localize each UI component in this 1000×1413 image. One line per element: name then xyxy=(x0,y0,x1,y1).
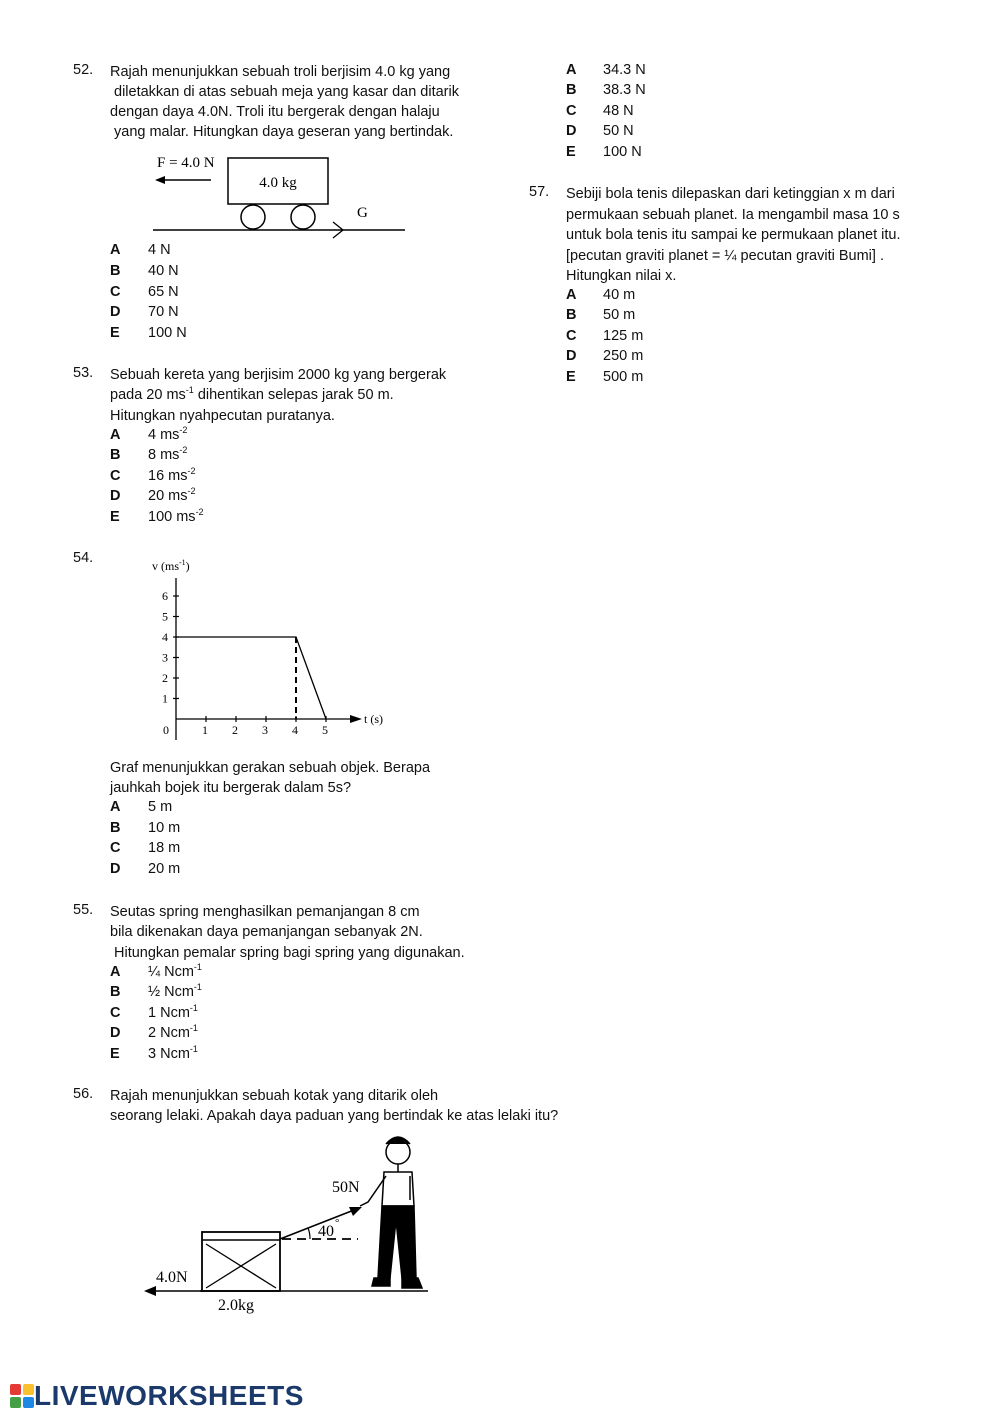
question-text: bila dikenakan daya pemanjangan sebanyak 2N. xyxy=(110,924,423,940)
question-text: jauhkah bojek itu bergerak dalam 5s? xyxy=(110,780,352,796)
option-text: 10 m xyxy=(148,820,181,836)
x-axis-label: t (s) xyxy=(364,712,383,726)
question-text: yang malar. Hitungkan daya geseran yang bertindak. xyxy=(114,124,454,140)
trolley-diagram xyxy=(145,148,415,243)
option-letter: D xyxy=(110,861,121,877)
option-text: 5 m xyxy=(148,799,173,815)
question-number: 52. xyxy=(73,62,94,78)
velocity-line xyxy=(176,637,326,719)
question-number: 53. xyxy=(73,365,94,381)
option-text: 50 m xyxy=(603,307,636,323)
y-tick-label: 6 xyxy=(162,589,168,603)
question-number: 56. xyxy=(73,1086,94,1102)
question-text: seorang lelaki. Apakah daya paduan yang bertindak ke atas lelaki itu? xyxy=(110,1108,559,1124)
question-number: 55. xyxy=(73,902,94,918)
option-letter: E xyxy=(566,144,576,160)
option-letter: C xyxy=(110,840,121,856)
option-text: 65 N xyxy=(148,284,179,300)
friction-force-label: 4.0N xyxy=(156,1269,188,1286)
option-text: 20 $ms^{-2}$ xyxy=(148,486,196,504)
question-text: Hitungkan pemalar spring bagi spring yang digunakan. xyxy=(114,945,465,961)
question-text: diletakkan di atas sebuah meja yang kasar dan ditarik xyxy=(114,84,459,100)
option-text: 2 Ncm$^{-1}$ xyxy=(148,1023,198,1041)
option-letter: E xyxy=(110,1046,120,1062)
y-axis-label: v $(ms^{-1})$ xyxy=(152,558,190,573)
option-text: 40 m xyxy=(603,287,636,303)
option-text: ¼ Ncm$^{-1}$ xyxy=(148,962,202,980)
option-text: ½ Ncm$^{-1}$ xyxy=(148,982,202,1000)
option-letter: D xyxy=(566,123,577,139)
option-letter: B xyxy=(110,447,121,463)
option-letter: C xyxy=(110,284,121,300)
angle-label: 40 xyxy=(318,1223,334,1240)
option-letter: D xyxy=(566,348,577,364)
question-text: untuk bola tenis itu sampai ke permukaan planet itu. xyxy=(566,227,901,243)
option-text: 4 N xyxy=(148,242,171,258)
option-text: 250 m xyxy=(603,348,644,364)
question-text: Hitungkan nilai x. xyxy=(566,268,677,284)
wheel-left xyxy=(241,205,265,229)
option-letter: D xyxy=(110,1025,121,1041)
x-tick-label: 3 xyxy=(262,723,268,737)
mass-label: 4.0 kg xyxy=(259,175,297,191)
option-letter: C xyxy=(110,468,121,484)
option-letter: C xyxy=(110,1005,121,1021)
option-text: 500 m xyxy=(603,369,644,385)
wheel-right xyxy=(291,205,315,229)
box-pulling-diagram xyxy=(140,1130,440,1320)
origin-label: 0 xyxy=(163,723,169,737)
option-letter: C xyxy=(566,103,577,119)
option-text: 34.3 N xyxy=(603,62,646,78)
option-text: 40 N xyxy=(148,263,179,279)
question-text: Graf menunjukkan gerakan sebuah objek. Berapa xyxy=(110,760,431,776)
crate-box xyxy=(202,1232,280,1291)
man-figure xyxy=(360,1137,422,1288)
option-text: 100 $ms^{-2}$ xyxy=(148,507,204,525)
option-letter: B xyxy=(110,820,121,836)
x-tick-label: 5 xyxy=(322,723,328,737)
question-text: dengan daya 4.0N. Troli itu bergerak dengan halaju xyxy=(110,104,440,120)
option-text: 18 m xyxy=(148,840,181,856)
option-letter: A xyxy=(110,964,121,980)
option-letter: B xyxy=(110,984,121,1000)
question-text: Sebuah kereta yang berjisim 2000 kg yang bergerak xyxy=(110,367,447,383)
option-text: 38.3 N xyxy=(603,82,646,98)
option-letter: C xyxy=(566,328,577,344)
question-text: Sebiji bola tenis dilepaskan dari ketinggian x m dari xyxy=(566,186,895,202)
option-text: 8 $ms^{-2}$ xyxy=(148,445,188,463)
option-text: 50 N xyxy=(603,123,634,139)
option-letter: E xyxy=(110,325,120,341)
question-number: 54. xyxy=(73,550,94,566)
option-letter: A xyxy=(110,799,121,815)
option-letter: B xyxy=(566,307,577,323)
option-text: 4 $ms^{-2}$ xyxy=(148,425,188,443)
option-letter: E xyxy=(566,369,576,385)
pull-force-label: 50N xyxy=(332,1179,360,1196)
question-text: [pecutan graviti planet = ¼ pecutan graviti Bumi] . xyxy=(566,248,884,264)
option-letter: A xyxy=(110,427,121,443)
option-text: 125 m xyxy=(603,328,644,344)
option-letter: B xyxy=(566,82,577,98)
y-tick-label: 2 xyxy=(162,671,168,685)
option-text: 100 N xyxy=(148,325,187,341)
y-tick-label: 5 xyxy=(162,609,168,624)
option-letter: D xyxy=(110,488,121,504)
question-text: Hitungkan nyahpecutan puratanya. xyxy=(110,408,335,424)
x-axis-arrow xyxy=(350,715,362,723)
x-tick-label: 2 xyxy=(232,723,238,737)
logo-icon xyxy=(10,1384,34,1408)
question-text: Rajah menunjukkan sebuah troli berjisim 4.0 kg yang xyxy=(110,64,451,80)
y-tick-label: 1 xyxy=(162,691,168,706)
brand-name: LIVEWORKSHEETS xyxy=(34,1380,304,1411)
option-letter: B xyxy=(110,263,121,279)
option-text: 20 m xyxy=(148,861,181,877)
y-tick-label: 4 xyxy=(162,630,168,644)
x-tick-label: 4 xyxy=(292,723,298,737)
option-text: 70 N xyxy=(148,304,179,320)
question-text: pada 20 $ms^{-1}$ dihentikan selepas jarak 50 m. xyxy=(110,385,394,403)
angle-unit: ° xyxy=(335,1217,340,1229)
option-text: 100 N xyxy=(603,144,642,160)
option-text: 48 N xyxy=(603,103,634,119)
surface-label: G xyxy=(357,205,368,221)
rope-line xyxy=(280,1210,354,1239)
question-number: 57. xyxy=(529,184,550,200)
question-text: permukaan sebuah planet. Ia mengambil masa 10 s xyxy=(566,207,900,223)
option-letter: A xyxy=(566,62,577,78)
x-tick-label: 1 xyxy=(202,723,208,737)
option-letter: E xyxy=(110,509,120,525)
option-text: 1 Ncm$^{-1}$ xyxy=(148,1003,198,1021)
liveworksheets-logo[interactable] xyxy=(10,1380,304,1412)
option-text: 3 Ncm$^{-1}$ xyxy=(148,1044,198,1062)
option-letter: D xyxy=(110,304,121,320)
question-text: Rajah menunjukkan sebuah kotak yang ditarik oleh xyxy=(110,1088,439,1104)
mass-label: 2.0kg xyxy=(218,1297,254,1314)
y-tick-label: 3 xyxy=(162,650,168,665)
velocity-time-graph xyxy=(140,552,400,744)
question-text: Seutas spring menghasilkan pemanjangan 8 cm xyxy=(110,904,420,920)
option-text: 16 $ms^{-2}$ xyxy=(148,466,196,484)
option-letter: A xyxy=(566,287,577,303)
force-label: F = 4.0 N xyxy=(157,155,215,171)
option-letter: A xyxy=(110,242,121,258)
